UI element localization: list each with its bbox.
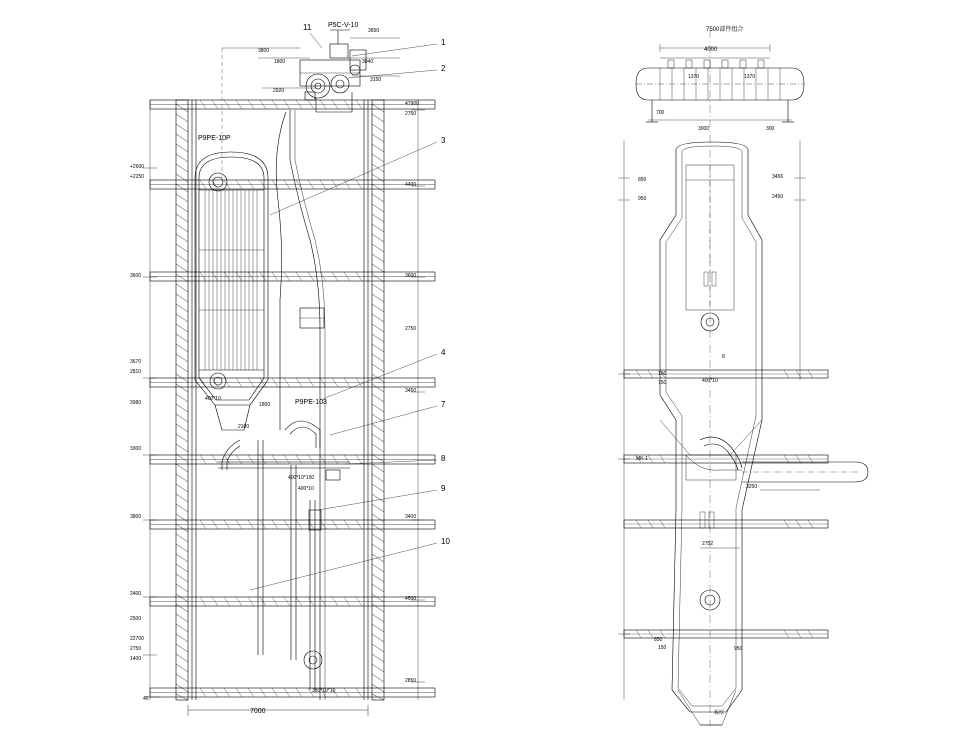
right-beams bbox=[624, 370, 828, 638]
tag-label: 750 bbox=[658, 380, 667, 386]
tag-label: 400*10 bbox=[298, 486, 314, 492]
tag-label: 150 bbox=[658, 645, 667, 651]
callout-number: 9 bbox=[441, 484, 446, 493]
callout-number: 7 bbox=[441, 400, 446, 409]
elevation-label: 47900 bbox=[405, 101, 419, 107]
tag-label: 400*10 bbox=[205, 396, 221, 402]
side-duct bbox=[686, 437, 868, 482]
lower-pipes bbox=[218, 308, 350, 690]
annotation-text bbox=[130, 22, 783, 716]
dimension-label: 2920 bbox=[273, 88, 285, 94]
tag-label: 3000 bbox=[698, 126, 710, 132]
elevation-label: 950 bbox=[638, 196, 647, 202]
vessel-body bbox=[195, 152, 271, 430]
elevation-label: 3450 bbox=[405, 388, 417, 394]
top-equipment bbox=[300, 30, 366, 112]
callout-number: 11 bbox=[303, 23, 312, 32]
elevation-label: 2850 bbox=[405, 678, 417, 684]
tag-label: P9PE-10P bbox=[198, 135, 231, 142]
elevation-label: +2250 bbox=[130, 174, 145, 180]
tag-label: 150 bbox=[658, 371, 667, 377]
elevation-label: 3456 bbox=[772, 174, 784, 180]
tag-label: 300 bbox=[766, 126, 775, 132]
tag-label: 950 bbox=[734, 646, 743, 652]
elevation-label: 3300 bbox=[130, 446, 142, 452]
callout-number: 8 bbox=[441, 454, 446, 463]
callout-number: 10 bbox=[441, 537, 450, 546]
dimension-label: 3800 bbox=[258, 48, 270, 54]
tag-label: 板厚 bbox=[714, 710, 725, 716]
tag-label: 400*10*150 bbox=[288, 475, 315, 481]
callout-number: 1 bbox=[441, 38, 446, 47]
callout-number: 4 bbox=[441, 348, 446, 357]
elevation-label: 3600 bbox=[405, 273, 417, 279]
tag-label: 850 bbox=[654, 637, 663, 643]
elevation-label: 8 bbox=[722, 354, 725, 360]
tag-label: 7500部件组合 bbox=[706, 27, 744, 33]
dim-left bbox=[143, 100, 157, 700]
elevation-label: 3800 bbox=[130, 514, 142, 520]
elevation-label: +2600 bbox=[130, 164, 145, 170]
tag-label: 3250 bbox=[746, 484, 758, 490]
callout-number: 2 bbox=[441, 64, 446, 73]
dimension-label: 3150 bbox=[370, 77, 382, 83]
tag-label: 40 bbox=[143, 696, 149, 702]
dimension-label: 3650 bbox=[368, 28, 380, 34]
elevation-label: 2450 bbox=[772, 194, 784, 200]
left-elevation-group bbox=[143, 30, 437, 716]
elevation-label: 2750 bbox=[405, 111, 417, 117]
dim-right bbox=[411, 100, 425, 700]
dimension-label: 3040 bbox=[362, 59, 374, 65]
floor-beams bbox=[150, 100, 435, 697]
elevation-label: 3670 bbox=[130, 359, 142, 365]
tag-label: 1370 bbox=[744, 74, 756, 80]
elevation-label: 1400 bbox=[130, 656, 142, 662]
tag-label: 2100 bbox=[238, 424, 250, 430]
tag-label: 1370 bbox=[688, 74, 700, 80]
elevation-label: 4500 bbox=[405, 596, 417, 602]
tag-label: 1800 bbox=[259, 402, 271, 408]
furnace-outline bbox=[660, 142, 762, 725]
dimension-label: 1800 bbox=[274, 59, 286, 65]
elevation-label: 850 bbox=[638, 177, 647, 183]
tag-label: 380*10*10 bbox=[312, 688, 336, 694]
elevation-label: 3600 bbox=[130, 273, 142, 279]
elevation-label: 2500 bbox=[130, 616, 142, 622]
elevation-label: 2400 bbox=[130, 591, 142, 597]
tag-label: P9PE-103 bbox=[295, 399, 327, 406]
right-elevation-group bbox=[618, 30, 868, 726]
elevation-label: MK-1 bbox=[636, 456, 648, 462]
callout-number: 3 bbox=[441, 136, 446, 145]
elevation-label: 2750 bbox=[405, 326, 417, 332]
tag-label: 700 bbox=[656, 110, 665, 116]
tag-label: 400*10 bbox=[702, 378, 718, 384]
elevation-label: 4400 bbox=[405, 182, 417, 188]
tag-label: 2752 bbox=[702, 541, 714, 547]
elevation-label: 3400 bbox=[405, 514, 417, 520]
elevation-label: 3980 bbox=[130, 400, 142, 406]
tag-label: 4000 bbox=[704, 47, 718, 53]
elevation-label: 2750 bbox=[130, 646, 142, 652]
tag-label: P5C-V-10 bbox=[328, 22, 359, 29]
tag-label: 7000 bbox=[250, 708, 266, 715]
elevation-label: 22700 bbox=[130, 636, 144, 642]
elevation-label: 2810 bbox=[130, 369, 142, 375]
